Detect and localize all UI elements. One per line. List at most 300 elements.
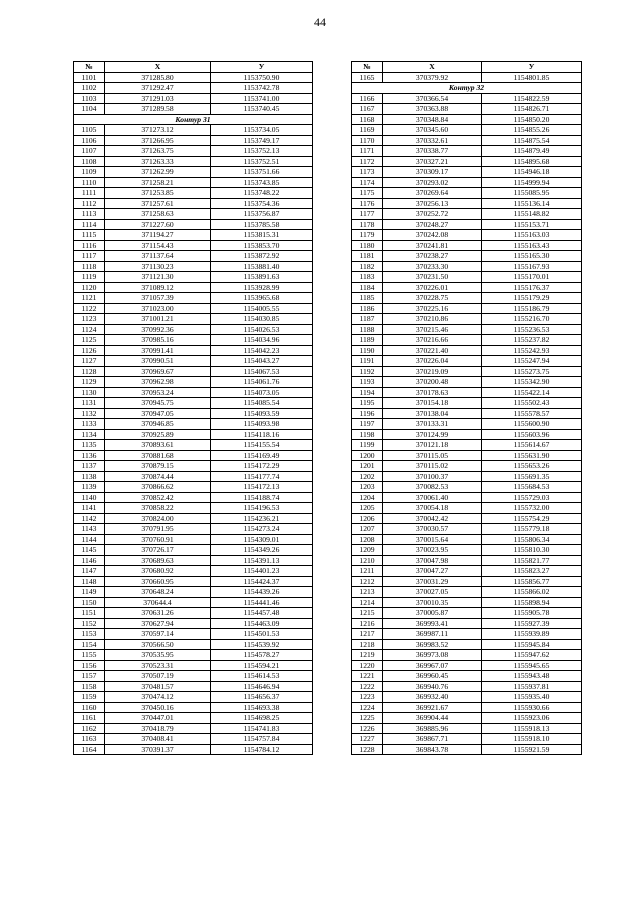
x-coordinate-cell: 370945.75 [105,398,211,409]
point-number-cell: 1147 [74,566,105,577]
table-row [352,419,582,430]
y-coordinate-cell: 1154457.48 [211,608,313,619]
table-row [352,461,582,472]
y-coordinate-cell: 1154946.18 [482,167,582,178]
table-row [352,744,582,755]
x-coordinate-cell: 371266.95 [105,135,211,146]
x-coordinate-cell: 370042.42 [383,513,482,524]
point-number-cell: 1126 [74,345,105,356]
y-coordinate-cell: 1153734.05 [211,125,313,136]
y-coordinate-cell: 1153881.40 [211,261,313,272]
table-row [352,713,582,724]
x-coordinate-cell: 369967.07 [383,660,482,671]
table-row [352,93,582,104]
table-row [352,282,582,293]
y-coordinate-cell: 1154895.68 [482,156,582,167]
x-coordinate-cell: 370408.41 [105,734,211,745]
point-number-cell: 1133 [74,419,105,430]
point-number-cell: 1225 [352,713,383,724]
x-coordinate-cell: 370631.26 [105,608,211,619]
x-coordinate-cell: 371227.60 [105,219,211,230]
point-number-cell: 1199 [352,440,383,451]
x-coordinate-cell: 370010.35 [383,597,482,608]
y-coordinate-cell: 1155923.06 [482,713,582,724]
point-number-cell: 1152 [74,618,105,629]
table-row [74,125,313,136]
y-coordinate-cell: 1154879.49 [482,146,582,157]
point-number-cell: 1224 [352,702,383,713]
table-row [352,377,582,388]
point-number-cell: 1183 [352,272,383,283]
point-number-cell: 1162 [74,723,105,734]
point-number-cell: 1136 [74,450,105,461]
x-coordinate-cell: 371262.99 [105,167,211,178]
point-number-cell: 1195 [352,398,383,409]
x-coordinate-cell: 370100.37 [383,471,482,482]
y-coordinate-cell: 1155216.70 [482,314,582,325]
x-coordinate-cell: 370047.98 [383,555,482,566]
y-coordinate-cell: 1155930.66 [482,702,582,713]
point-number-cell: 1161 [74,713,105,724]
x-coordinate-cell: 370946.85 [105,419,211,430]
x-coordinate-cell: 370791.95 [105,524,211,535]
point-number-cell: 1102 [74,83,105,94]
y-coordinate-cell: 1153928.99 [211,282,313,293]
table-row [352,681,582,692]
table-row [74,492,313,503]
point-number-cell: 1191 [352,356,383,367]
y-coordinate-cell: 1155247.94 [482,356,582,367]
y-coordinate-cell: 1155170.01 [482,272,582,283]
table-row [352,167,582,178]
x-coordinate-cell: 371258.63 [105,209,211,220]
y-coordinate-cell: 1154188.74 [211,492,313,503]
point-number-cell: 1113 [74,209,105,220]
x-coordinate-cell: 370154.18 [383,398,482,409]
x-coordinate-cell: 370031.29 [383,576,482,587]
point-number-cell: 1215 [352,608,383,619]
x-coordinate-cell: 371057.39 [105,293,211,304]
x-coordinate-cell: 370332.61 [383,135,482,146]
table-row [352,345,582,356]
x-coordinate-cell: 369987.11 [383,629,482,640]
table-row [352,566,582,577]
y-coordinate-cell: 1155153.71 [482,219,582,230]
point-number-cell: 1120 [74,282,105,293]
y-coordinate-cell: 1153743.85 [211,177,313,188]
y-coordinate-cell: 1155242.93 [482,345,582,356]
point-number-cell: 1140 [74,492,105,503]
x-coordinate-cell: 369983.52 [383,639,482,650]
table-row [352,356,582,367]
y-coordinate-cell: 1155422.14 [482,387,582,398]
table-row [74,429,313,440]
y-coordinate-cell: 1154614.53 [211,671,313,682]
y-coordinate-cell: 1155810.30 [482,545,582,556]
x-coordinate-cell: 370124.99 [383,429,482,440]
x-coordinate-cell: 370760.91 [105,534,211,545]
x-coordinate-cell: 370481.57 [105,681,211,692]
x-coordinate-cell: 369867.71 [383,734,482,745]
header-num: № [352,62,383,73]
x-coordinate-cell: 370138.04 [383,408,482,419]
x-coordinate-cell: 371121.30 [105,272,211,283]
y-coordinate-cell: 1155163.03 [482,230,582,241]
point-number-cell: 1174 [352,177,383,188]
point-number-cell: 1186 [352,303,383,314]
x-coordinate-cell: 370535.95 [105,650,211,661]
table-row [352,293,582,304]
y-coordinate-cell: 1154093.59 [211,408,313,419]
y-coordinate-cell: 1153891.63 [211,272,313,283]
header-x: Х [105,62,211,73]
point-number-cell: 1114 [74,219,105,230]
x-coordinate-cell: 370962.98 [105,377,211,388]
table-row [352,440,582,451]
x-coordinate-cell: 370248.27 [383,219,482,230]
table-row [74,377,313,388]
x-coordinate-cell: 370327.21 [383,156,482,167]
table-row [74,209,313,220]
x-coordinate-cell: 371258.21 [105,177,211,188]
y-coordinate-cell: 1154030.85 [211,314,313,325]
point-number-cell: 1166 [352,93,383,104]
y-coordinate-cell: 1155943.48 [482,671,582,682]
x-coordinate-cell: 370879.15 [105,461,211,472]
y-coordinate-cell: 1154741.83 [211,723,313,734]
point-number-cell: 1169 [352,125,383,136]
point-number-cell: 1167 [352,104,383,115]
x-coordinate-cell: 370893.61 [105,440,211,451]
x-coordinate-cell: 369940.76 [383,681,482,692]
y-coordinate-cell: 1154391.13 [211,555,313,566]
table-row [352,261,582,272]
x-coordinate-cell: 370256.13 [383,198,482,209]
table-row [74,587,313,598]
point-number-cell: 1175 [352,188,383,199]
point-number-cell: 1181 [352,251,383,262]
table-row [352,156,582,167]
table-row [352,618,582,629]
table-row [74,104,313,115]
y-coordinate-cell: 1154309.01 [211,534,313,545]
y-coordinate-cell: 1155856.77 [482,576,582,587]
point-number-cell: 1103 [74,93,105,104]
table-row [74,534,313,545]
table-row [74,566,313,577]
y-coordinate-cell: 1154236.21 [211,513,313,524]
x-coordinate-cell: 370450.16 [105,702,211,713]
point-number-cell: 1137 [74,461,105,472]
y-coordinate-cell: 1155905.78 [482,608,582,619]
table-row [352,429,582,440]
x-coordinate-cell: 370005.87 [383,608,482,619]
table-row [352,492,582,503]
point-number-cell: 1217 [352,629,383,640]
point-number-cell: 1101 [74,72,105,83]
point-number-cell: 1106 [74,135,105,146]
y-coordinate-cell: 1154043.27 [211,356,313,367]
table-row [352,660,582,671]
point-number-cell: 1146 [74,555,105,566]
x-coordinate-cell: 370200.48 [383,377,482,388]
y-coordinate-cell: 1155273.75 [482,366,582,377]
table-row [352,366,582,377]
y-coordinate-cell: 1154646.94 [211,681,313,692]
table-row [74,345,313,356]
x-coordinate-cell: 371194.27 [105,230,211,241]
y-coordinate-cell: 1154656.37 [211,692,313,703]
point-number-cell: 1187 [352,314,383,325]
table-row [74,482,313,493]
table-row [352,471,582,482]
table-row [74,230,313,241]
y-coordinate-cell: 1154594.21 [211,660,313,671]
point-number-cell: 1179 [352,230,383,241]
y-coordinate-cell: 1155947.62 [482,650,582,661]
table-row [74,335,313,346]
x-coordinate-cell: 370121.18 [383,440,482,451]
table-row [74,83,313,94]
point-number-cell: 1165 [352,72,383,83]
y-coordinate-cell: 1153815.31 [211,230,313,241]
x-coordinate-cell: 370507.19 [105,671,211,682]
y-coordinate-cell: 1154441.46 [211,597,313,608]
x-coordinate-cell: 371257.61 [105,198,211,209]
table-row [74,450,313,461]
x-coordinate-cell: 370133.31 [383,419,482,430]
table-row [74,618,313,629]
table-row [74,324,313,335]
table-row [74,744,313,755]
table-row [352,534,582,545]
y-coordinate-cell: 1155945.65 [482,660,582,671]
point-number-cell: 1117 [74,251,105,262]
table-row [352,650,582,661]
point-number-cell: 1202 [352,471,383,482]
point-number-cell: 1123 [74,314,105,325]
table-row [352,597,582,608]
y-coordinate-cell: 1154875.54 [482,135,582,146]
table-row [352,555,582,566]
point-number-cell: 1129 [74,377,105,388]
table-row [352,408,582,419]
point-number-cell: 1116 [74,240,105,251]
y-coordinate-cell: 1154401.23 [211,566,313,577]
x-coordinate-cell: 370881.68 [105,450,211,461]
point-number-cell: 1185 [352,293,383,304]
x-coordinate-cell: 370226.01 [383,282,482,293]
x-coordinate-cell: 371292.47 [105,83,211,94]
y-coordinate-cell: 1155176.37 [482,282,582,293]
y-coordinate-cell: 1153752.51 [211,156,313,167]
table-row [352,177,582,188]
table-row [74,503,313,514]
point-number-cell: 1218 [352,639,383,650]
x-coordinate-cell: 371253.85 [105,188,211,199]
table-body-right [352,72,582,755]
table-row [74,146,313,157]
x-coordinate-cell: 370210.86 [383,314,482,325]
table-row [352,608,582,619]
y-coordinate-cell: 1153872.92 [211,251,313,262]
y-coordinate-cell: 1155729.03 [482,492,582,503]
point-number-cell: 1156 [74,660,105,671]
y-coordinate-cell: 1155866.02 [482,587,582,598]
x-coordinate-cell: 370221.40 [383,345,482,356]
x-coordinate-cell: 370309.17 [383,167,482,178]
header-x: Х [383,62,482,73]
table-row [74,408,313,419]
y-coordinate-cell: 1155823.27 [482,566,582,577]
point-number-cell: 1184 [352,282,383,293]
y-coordinate-cell: 1155186.79 [482,303,582,314]
point-number-cell: 1208 [352,534,383,545]
y-coordinate-cell: 1154172.13 [211,482,313,493]
point-number-cell: 1150 [74,597,105,608]
point-number-cell: 1154 [74,639,105,650]
y-coordinate-cell: 1155502.43 [482,398,582,409]
y-coordinate-cell: 1153741.00 [211,93,313,104]
y-coordinate-cell: 1155684.53 [482,482,582,493]
table-row [352,104,582,115]
contour-label: Контур 32 [352,83,582,94]
x-coordinate-cell: 370523.31 [105,660,211,671]
point-number-cell: 1110 [74,177,105,188]
y-coordinate-cell: 1153965.68 [211,293,313,304]
x-coordinate-cell: 371023.00 [105,303,211,314]
y-coordinate-cell: 1155603.96 [482,429,582,440]
x-coordinate-cell: 370233.30 [383,261,482,272]
table-row [74,555,313,566]
y-coordinate-cell: 1155179.29 [482,293,582,304]
point-number-cell: 1173 [352,167,383,178]
x-coordinate-cell: 370242.08 [383,230,482,241]
y-coordinate-cell: 1154539.92 [211,639,313,650]
table-row [74,734,313,745]
y-coordinate-cell: 1154073.05 [211,387,313,398]
point-number-cell: 1171 [352,146,383,157]
table-row [74,713,313,724]
point-number-cell: 1228 [352,744,383,755]
y-coordinate-cell: 1155136.14 [482,198,582,209]
point-number-cell: 1176 [352,198,383,209]
table-row [352,314,582,325]
table-row [352,230,582,241]
point-number-cell: 1148 [74,576,105,587]
x-coordinate-cell: 370680.92 [105,566,211,577]
y-coordinate-cell: 1155600.90 [482,419,582,430]
y-coordinate-cell: 1154034.96 [211,335,313,346]
point-number-cell: 1227 [352,734,383,745]
point-number-cell: 1127 [74,356,105,367]
x-coordinate-cell: 370925.89 [105,429,211,440]
x-coordinate-cell: 369932.40 [383,692,482,703]
table-row [74,524,313,535]
contour-label: Контур 31 [74,114,313,125]
y-coordinate-cell: 1153742.78 [211,83,313,94]
y-coordinate-cell: 1154501.53 [211,629,313,640]
x-coordinate-cell: 370054.18 [383,503,482,514]
x-coordinate-cell: 370566.50 [105,639,211,650]
y-coordinate-cell: 1154172.29 [211,461,313,472]
point-number-cell: 1172 [352,156,383,167]
x-coordinate-cell: 371291.03 [105,93,211,104]
y-coordinate-cell: 1155945.84 [482,639,582,650]
point-number-cell: 1192 [352,366,383,377]
point-number-cell: 1214 [352,597,383,608]
point-number-cell: 1196 [352,408,383,419]
x-coordinate-cell: 371130.23 [105,261,211,272]
point-number-cell: 1223 [352,692,383,703]
x-coordinate-cell: 369885.96 [383,723,482,734]
point-number-cell: 1143 [74,524,105,535]
y-coordinate-cell: 1154177.74 [211,471,313,482]
y-coordinate-cell: 1154801.85 [482,72,582,83]
table-row [352,503,582,514]
y-coordinate-cell: 1155167.93 [482,261,582,272]
table-row [74,167,313,178]
y-coordinate-cell: 1155163.43 [482,240,582,251]
table-row [352,513,582,524]
table-row [352,72,582,83]
y-coordinate-cell: 1155806.34 [482,534,582,545]
x-coordinate-cell: 370023.95 [383,545,482,556]
point-number-cell: 1149 [74,587,105,598]
y-coordinate-cell: 1155754.29 [482,513,582,524]
table-row [352,639,582,650]
y-coordinate-cell: 1154026.53 [211,324,313,335]
y-coordinate-cell: 1153750.90 [211,72,313,83]
table-row [74,702,313,713]
header-num: № [74,62,105,73]
point-number-cell: 1142 [74,513,105,524]
x-coordinate-cell: 370874.44 [105,471,211,482]
table-row [352,324,582,335]
x-coordinate-cell: 370866.62 [105,482,211,493]
x-coordinate-cell: 370225.16 [383,303,482,314]
y-coordinate-cell: 1153756.87 [211,209,313,220]
table-row [74,650,313,661]
point-number-cell: 1222 [352,681,383,692]
table-row [352,219,582,230]
x-coordinate-cell: 370115.02 [383,461,482,472]
table-header-row [74,62,313,73]
point-number-cell: 1226 [352,723,383,734]
x-coordinate-cell: 370030.57 [383,524,482,535]
y-coordinate-cell: 1154999.94 [482,177,582,188]
table-body-left [74,72,313,755]
point-number-cell: 1155 [74,650,105,661]
table-row [352,671,582,682]
x-coordinate-cell: 370985.16 [105,335,211,346]
x-coordinate-cell: 371285.80 [105,72,211,83]
x-coordinate-cell: 370627.94 [105,618,211,629]
table-row [74,440,313,451]
x-coordinate-cell: 370992.36 [105,324,211,335]
x-coordinate-cell: 371289.58 [105,104,211,115]
table-row [74,282,313,293]
point-number-cell: 1124 [74,324,105,335]
x-coordinate-cell: 370391.37 [105,744,211,755]
table-row [74,251,313,262]
x-coordinate-cell: 369904.44 [383,713,482,724]
y-coordinate-cell: 1154855.26 [482,125,582,136]
point-number-cell: 1139 [74,482,105,493]
table-row [352,734,582,745]
table-row [74,261,313,272]
coordinates-table-right [351,61,582,755]
